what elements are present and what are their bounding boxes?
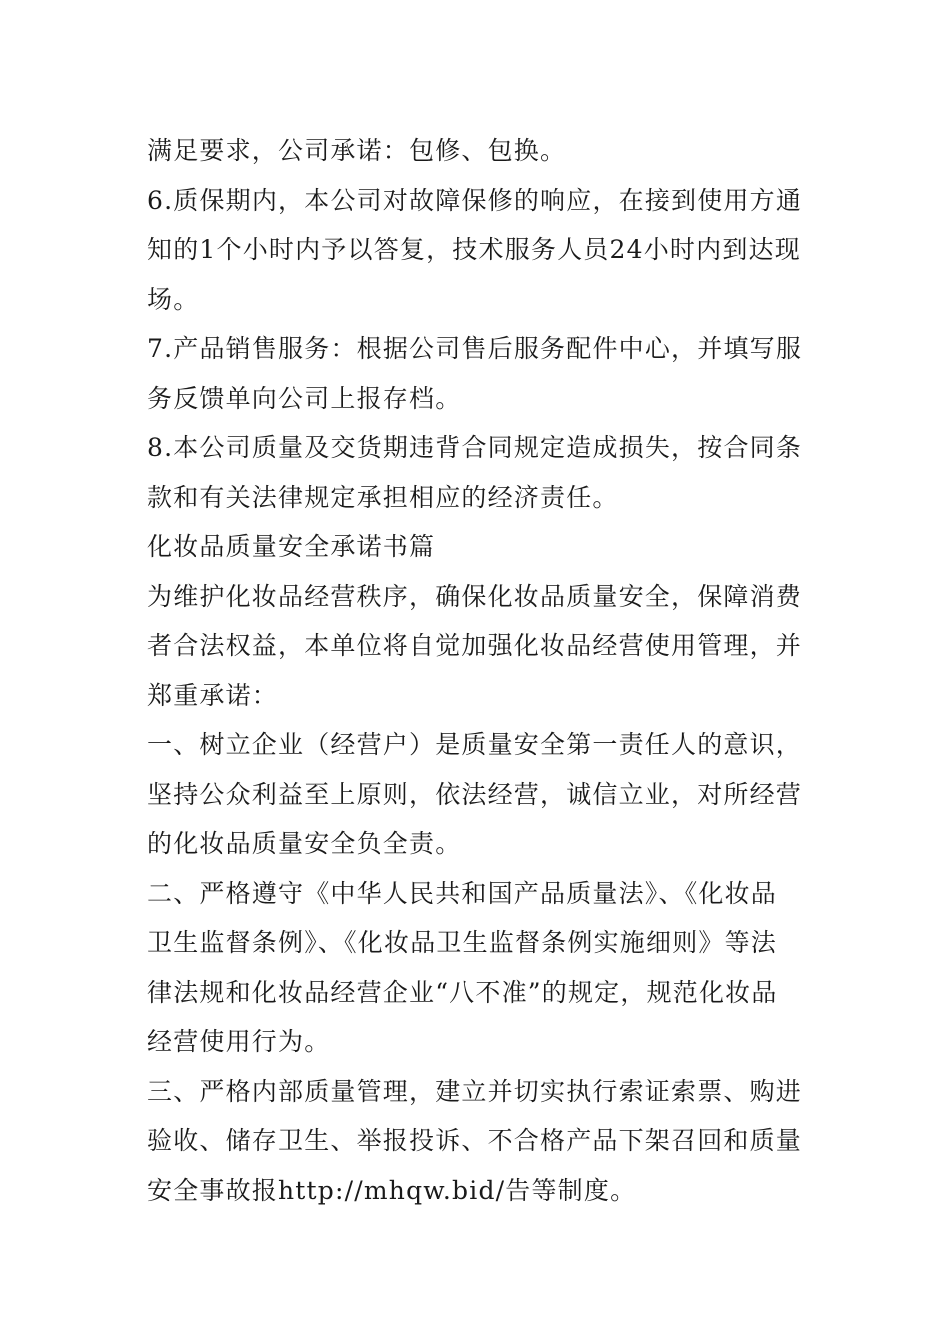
text-line: 郑重承诺： bbox=[147, 680, 279, 710]
text-line: 7.产品销售服务：根据公司售后服务配件中心，并填写服 bbox=[147, 334, 803, 363]
text-line: 卫生监督条例》、《化妆品卫生监督条例实施细则》等法 bbox=[147, 928, 778, 957]
text-line: 务反馈单向公司上报存档。 bbox=[147, 383, 462, 413]
text-line: 知的1个小时内予以答复，技术服务人员24小时内到达现 bbox=[147, 235, 801, 264]
text-line: 6.质保期内，本公司对故障保修的响应，在接到使用方通 bbox=[147, 185, 803, 215]
text-line: 坚持公众利益至上原则，依法经营，诚信立业，对所经营 bbox=[147, 779, 803, 809]
text-line: 满足要求，公司承诺：包修、包换。 bbox=[147, 136, 567, 165]
text-line: 者合法权益，本单位将自觉加强化妆品经营使用管理，并 bbox=[147, 631, 803, 660]
text-line: 三、严格内部质量管理，建立并切实执行索证索票、购进 bbox=[147, 1076, 803, 1106]
text-line: 8.本公司质量及交货期违背合同规定造成损失，按合同条 bbox=[147, 433, 803, 462]
text-line: 的化妆品质量安全负全责。 bbox=[147, 829, 462, 858]
text-line: 验收、储存卫生、举报投诉、不合格产品下架召回和质量 bbox=[147, 1126, 803, 1155]
text-line: 经营使用行为。 bbox=[147, 1027, 331, 1056]
text-line: 为维护化妆品经营秩序，确保化妆品质量安全，保障消费 bbox=[147, 581, 803, 611]
text-line: 律法规和化妆品经营企业“八不准”的规定，规范化妆品 bbox=[147, 977, 778, 1007]
text-line: 场。 bbox=[147, 284, 200, 314]
text-line: 款和有关法律规定承担相应的经济责任。 bbox=[147, 482, 619, 512]
section-title: 化妆品质量安全承诺书篇 bbox=[147, 532, 436, 561]
text-line: 一、树立企业（经营户）是质量安全第一责任人的意识， bbox=[147, 730, 803, 759]
document-body bbox=[147, 126, 807, 1215]
text-line: 二、严格遵守《中华人民共和国产品质量法》、《化妆品 bbox=[147, 878, 778, 908]
text-line: 安全事故报http://mhqw.bid/告等制度。 bbox=[147, 1175, 637, 1205]
